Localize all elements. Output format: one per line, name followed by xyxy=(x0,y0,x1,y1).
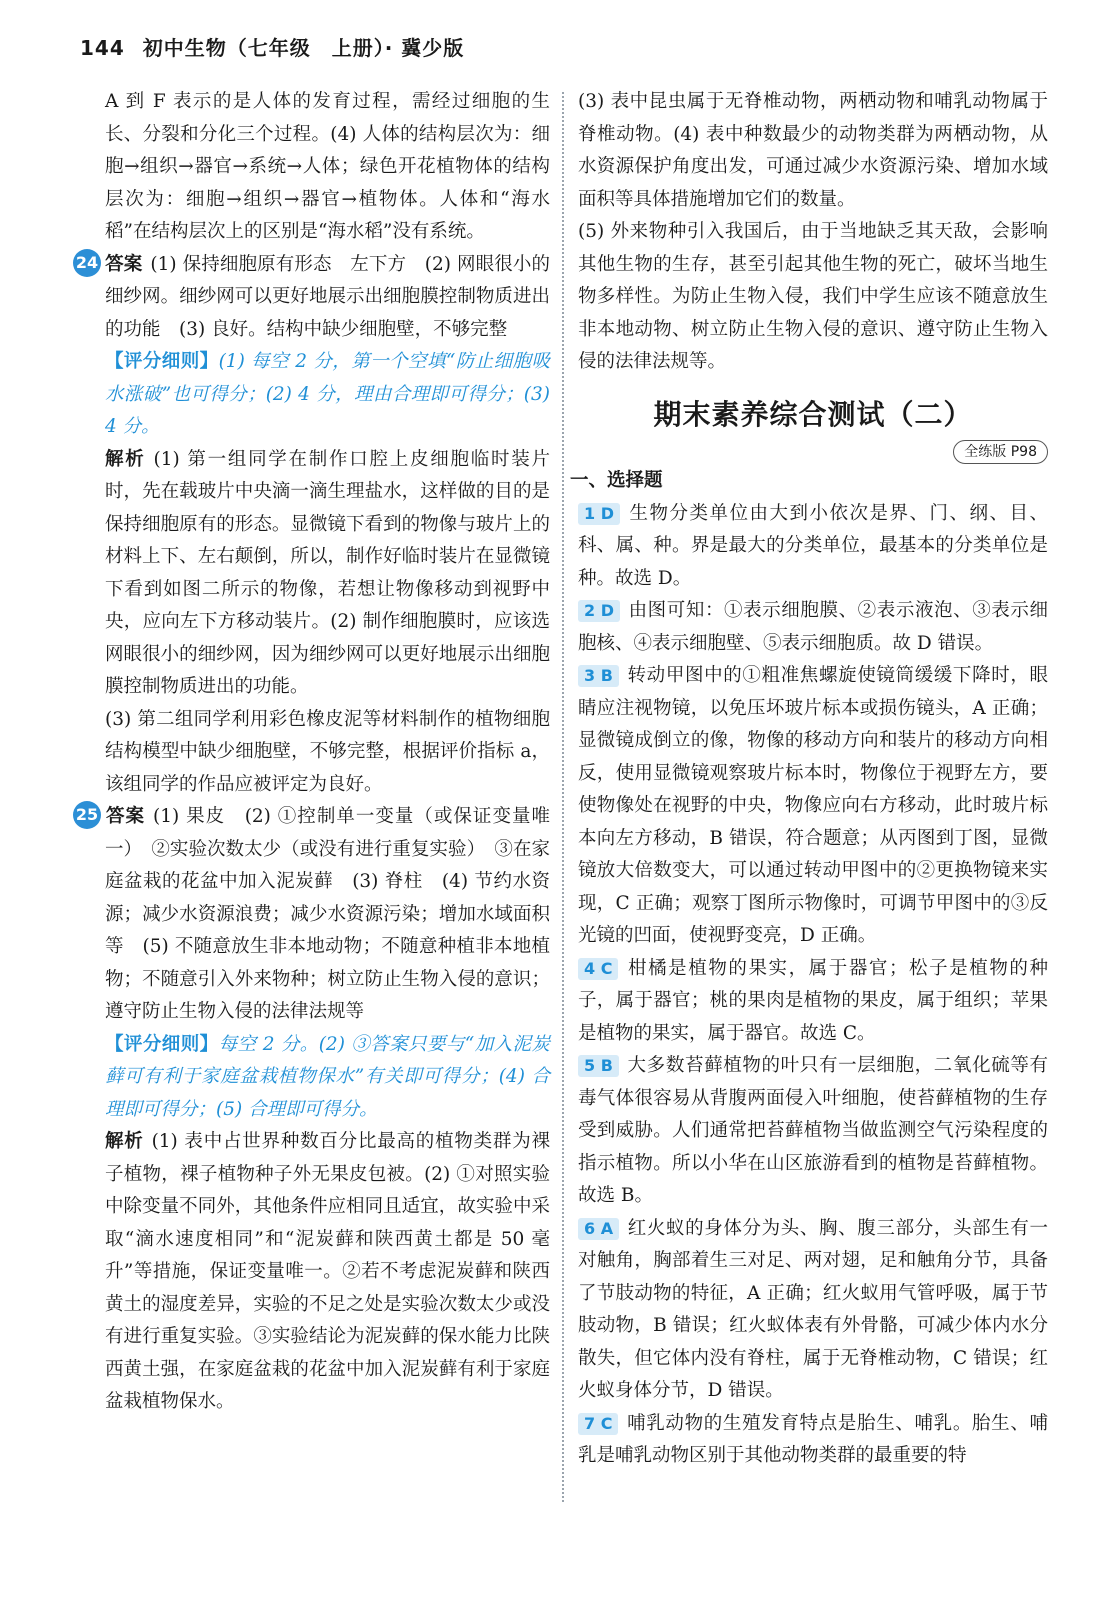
question-number: 4 C xyxy=(578,958,618,980)
list-item xyxy=(578,1408,1048,1473)
question-25-answer xyxy=(75,801,550,1029)
scoring-rubric xyxy=(105,346,550,444)
list-item xyxy=(578,595,1048,660)
question-text: 红火蚁的身体分为头、胸、腹三部分，头部生有一对触角，胸部着生三对足、两对翅，足和触角分节，具备了节肢动物的特征，A 正确；红火蚁用气管呼吸，属于节肢动物，B 错误；红火蚁体表有外骨骼，可减少体内水分散失，但它体内没有脊柱，属于无脊椎动物，C 错误；红火蚁身体分节，D 错误。 xyxy=(578,1217,1048,1401)
question-text: 生物分类单位由大到小依次是界、门、纲、目、科、属、种。界是最大的分类单位，最基本的分类单位是种。故选 D。 xyxy=(578,502,1048,589)
page-number: 144 xyxy=(80,36,125,60)
answer-text: (1) 保持细胞原有形态 左下方 (2) 网眼很小的细纱网。细纱网可以更好地展示出细胞膜控制物质进出的功能 (3) 良好。结构中缺少细胞壁，不够完整 xyxy=(105,253,550,340)
answer-label: 答案 xyxy=(105,253,143,275)
question-text: 由图可知：①表示细胞膜、②表示液泡、③表示细胞核、④表示细胞壁、⑤表示细胞质。故 D 错误。 xyxy=(578,600,1048,654)
analysis-continued: (3) 第二组同学利用彩色橡皮泥等材料制作的植物细胞结构模型中缺少细胞壁，不够完整，根据评价指标 a，该组同学的作品应被评定为良好。 xyxy=(105,708,550,795)
page-header xyxy=(80,32,464,61)
paragraph: (3) 表中昆虫属于无脊椎动物，两栖动物和哺乳动物属于脊椎动物。(4) 表中种数最少的动物类群为两栖动物，从水资源保护角度出发，可通过减少水资源污染、增加水域面积等具体措施增加它们的数量。 xyxy=(578,91,1048,210)
analysis-label: 解析 xyxy=(105,448,146,470)
analysis-text: (1) 第一组同学在制作口腔上皮细胞临时装片时，先在载玻片中央滴一滴生理盐水，这样做的目的是保持细胞原有的形态。显微镜下看到的物像与玻片上的材料上下、左右颠倒，所以，制作好临时装片在显微镜下看到如图二所示的物像，若想让物像移动到视野中央，应向左下方移动装片。(2) 制作细胞膜时，应该选网眼很小的细纱网，因为细纱网可以更好地展示出细胞膜控制物质进出的功能。 xyxy=(105,448,550,697)
badge-row xyxy=(578,435,1048,465)
answer-label: 答案 xyxy=(105,806,146,827)
reference-badge: 全练版 P98 xyxy=(953,440,1048,464)
test-title: 期末素养综合测试（二） xyxy=(653,397,973,431)
question-number: 5 B xyxy=(578,1055,619,1077)
column-divider xyxy=(562,92,564,1502)
list-item xyxy=(578,498,1048,596)
question-text: 哺乳动物的生殖发育特点是胎生、哺乳。胎生、哺乳是哺乳动物区别于其他动物类群的最重要的特 xyxy=(578,1412,1048,1466)
list-item xyxy=(578,1050,1048,1213)
question-number: 6 A xyxy=(578,1218,619,1240)
list-item xyxy=(578,1213,1048,1408)
question-text: 转动甲图中的①粗准焦螺旋使镜筒缓缓下降时，眼睛应注视物镜，以免压坏玻片标本或损伤镜头，A 正确；显微镜成倒立的像，物像的移动方向和装片的移动方向相反，使用显微镜观察玻片标本时，物像位于视野左方，要使物像处在视野的中央，物像应向右方移动，此时玻片标本向左方移动，B 错误，符合题意；从丙图到丁图，显微镜放大倍数变大，可以通过转动甲图中的②更换物镜来实现，C 正确；观察丁图所示物像时，可调节甲图中的③反光镜的凹面，使视野变亮，D 正确。 xyxy=(578,665,1048,946)
rubric-text: (1) 每空 2 分，第一个空填“防止细胞吸水涨破”也可得分；(2) 4 分，理由合理即可得分；(3) 4 分。 xyxy=(105,351,550,437)
rubric-label: 【评分细则】 xyxy=(105,351,219,372)
paragraph: (5) 外来物种引入我国后，由于当地缺乏其天敌，会影响其他生物的生存，甚至引起其他生物的死亡，破坏当地生物多样性。为防止生物入侵，我们中学生应该不随意放生非本地动物、树立防止生物入侵的意识、遵守防止生物入侵的法律法规等。 xyxy=(578,221,1048,372)
analysis-label: 解析 xyxy=(105,1131,144,1152)
answer-text: (1) 果皮 (2) ①控制单一变量（或保证变量唯一） ②实验次数太少（或没有进行重复实验） ③在家庭盆栽的花盆中加入泥炭藓 (3) 脊柱 (4) 节约水资源；减少水资源浪费；减少水资源污染；增加水域面积等 (5) 不随意放生非本地动物；不随意种植非本地植物；不随意引入外来物种；树立防止生物入侵的意识；遵守防止生物入侵的法律法规等 xyxy=(105,806,550,1022)
right-column xyxy=(570,86,1048,1473)
question-text: 大多数苔藓植物的叶只有一层细胞，二氧化硫等有毒气体很容易从背腹两面侵入叶细胞，使苔藓植物的生存受到威胁。人们通常把苔藓植物当做监测空气污染程度的指示植物。所以小华在山区旅游看到的植物是苔藓植物。故选 B。 xyxy=(578,1055,1048,1206)
analysis-text: (1) 表中占世界种数百分比最高的植物类群为裸子植物，裸子植物种子外无果皮包被。(2) ①对照实验中除变量不同外，其他条件应相同且适宜，故实验中采取“滴水速度相同”和“泥炭藓和陕西黄土都是 50 毫升”等措施，保证变量唯一。②若不考虑泥炭藓和陕西黄土的湿度差异，实验的不足之处是实验次数太少或没有进行重复实验。③实验结论为泥炭藓的保水能力比陕西黄土强，在家庭盆栽的花盆中加入泥炭藓有利于家庭盆栽植物保水。 xyxy=(105,1131,550,1412)
question-number: 3 B xyxy=(578,665,619,687)
question-24-answer xyxy=(75,249,550,347)
rubric-label: 【评分细则】 xyxy=(105,1033,219,1055)
question-list xyxy=(578,498,1048,1473)
section-heading: 一、选择题 xyxy=(570,470,663,491)
analysis xyxy=(105,1126,550,1419)
rubric-text: 每空 2 分。(2) ③答案只要与“加入泥炭藓可有利于家庭盆栽植物保水”有关即可得分；(4) 合理即可得分；(5) 合理即可得分。 xyxy=(105,1033,550,1120)
question-number: 2 D xyxy=(578,600,620,622)
book-title: 初中生物（七年级 上册）· 冀少版 xyxy=(142,36,465,60)
paragraph: A 到 F 表示的是人体的发育过程，需经过细胞的生长、分裂和分化三个过程。(4) 人体的结构层次为：细胞→组织→器官→系统→人体；绿色开花植物体的结构层次为：细胞→组织→器官→植物体。人体和“海水稻”在结构层次上的区别是“海水稻”没有系统。 xyxy=(105,91,550,242)
analysis xyxy=(105,444,550,704)
left-column xyxy=(75,86,550,1419)
question-number: 25 xyxy=(73,801,101,829)
question-text: 柑橘是植物的果实，属于器官；松子是植物的种子，属于器官；桃的果肉是植物的果皮，属于组织；苹果是植物的果实，属于器官。故选 C。 xyxy=(578,957,1048,1044)
question-number: 7 C xyxy=(578,1413,618,1435)
list-item xyxy=(578,953,1048,1051)
scoring-rubric xyxy=(105,1029,550,1127)
list-item xyxy=(578,660,1048,953)
question-number: 24 xyxy=(73,249,101,277)
question-number: 1 D xyxy=(578,503,620,525)
